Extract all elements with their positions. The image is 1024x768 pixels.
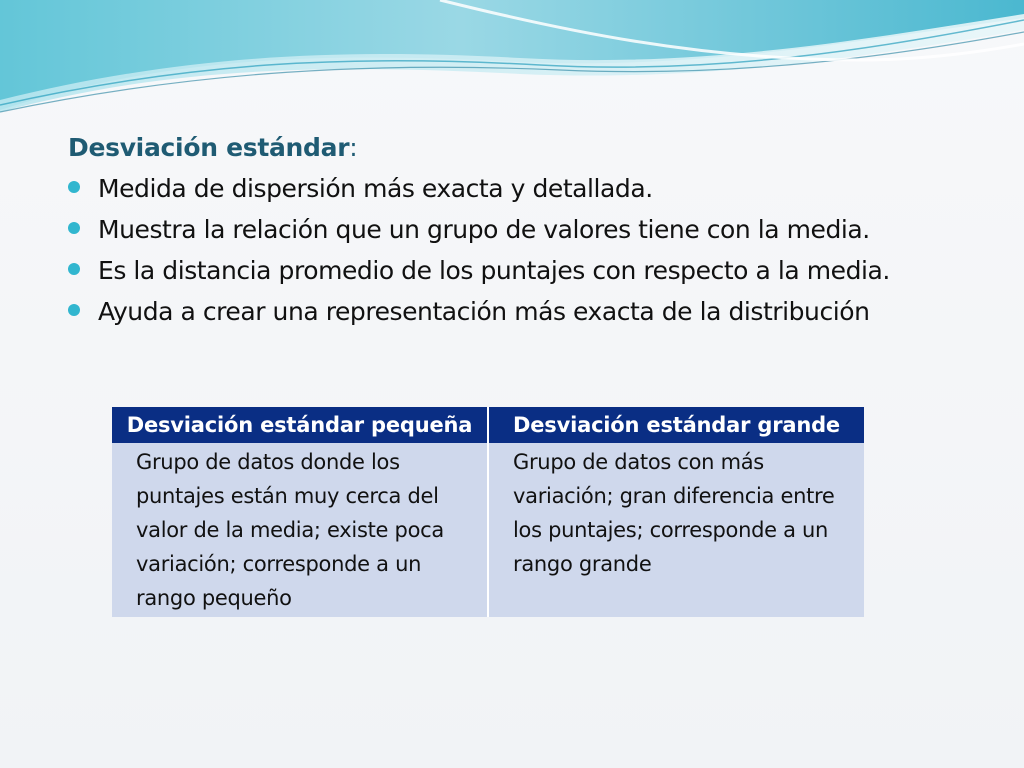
table-row — [112, 443, 864, 617]
bullet-item — [68, 250, 968, 291]
slide-heading — [68, 128, 968, 168]
bullet-item — [68, 209, 968, 250]
bullet-text: Es la distancia promedio de los puntajes con respecto a la media. — [98, 256, 890, 285]
table-header-large: Desviación estándar grande — [488, 407, 864, 443]
header-wave-decoration — [0, 0, 1024, 120]
bullet-text: Medida de dispersión más exacta y detallada. — [98, 174, 653, 203]
table-cell-large: Grupo de datos con más variación; gran diferencia entre los puntajes; corresponde a un rango grande — [488, 443, 864, 617]
bullet-item — [68, 168, 968, 209]
bullet-dot-icon — [68, 263, 80, 275]
bullet-text: Ayuda a crear una representación más exacta de la distribución — [98, 297, 870, 326]
bullet-item — [68, 291, 968, 332]
bullet-text: Muestra la relación que un grupo de valores tiene con la media. — [98, 215, 870, 244]
bullet-dot-icon — [68, 181, 80, 193]
heading-text: Desviación estándar — [68, 133, 350, 162]
slide-content — [68, 128, 968, 332]
heading-colon: : — [349, 133, 358, 162]
table-cell-small: Grupo de datos donde los puntajes están muy cerca del valor de la media; existe poca variación; corresponde a un rango pequeño — [112, 443, 488, 617]
bullet-dot-icon — [68, 304, 80, 316]
bullet-list — [68, 168, 968, 332]
table-header-small: Desviación estándar pequeña — [112, 407, 488, 443]
bullet-dot-icon — [68, 222, 80, 234]
table-header-row — [112, 407, 864, 443]
comparison-table — [112, 407, 864, 617]
